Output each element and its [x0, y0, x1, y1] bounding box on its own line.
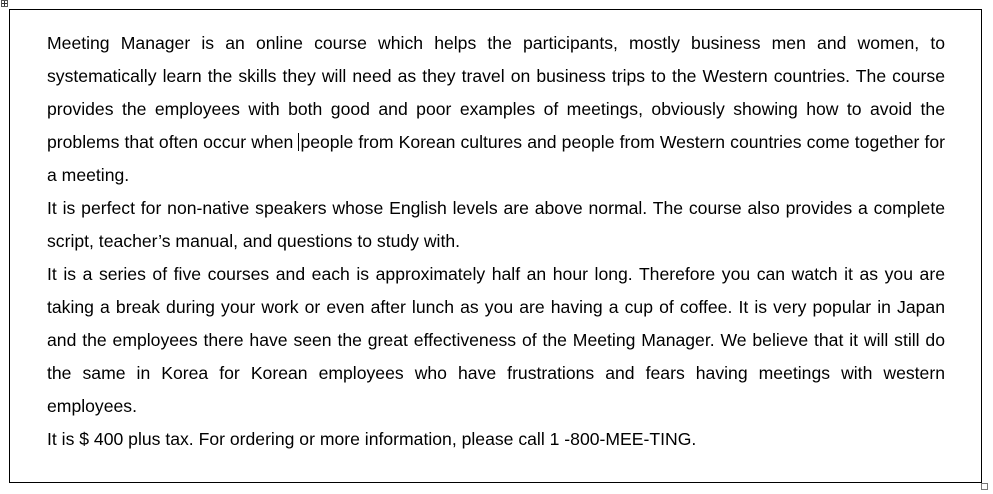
paragraph-3: It is a series of five courses and each is approximately half an hour long. Therefore you can watch it as you are taking a break during your work or even after lunch as you are having a cup of coffee. It is very popular in Japan and the employees there have seen the great effectiveness of the Meeting Manager. We believe that it will still do the same in Korea for Korean employees who have frustrations and fears having meetings with western employees.	[47, 264, 945, 416]
document-body[interactable]	[47, 27, 945, 456]
table-resize-handle-icon[interactable]	[981, 483, 988, 490]
paragraph-1-text-before-caret: Meeting Manager is an online course which helps the participants, mostly business men and women, to systematically learn the skills they will need as they travel on business trips to the Western countries. The course provides the employees with both good and poor examples of meetings, obviously showing how to avoid the problems that often occur when	[47, 33, 945, 152]
paragraph-1	[47, 27, 945, 192]
table-move-handle-icon[interactable]	[1, 0, 8, 7]
paragraph-1-text-after-caret: people from Korean cultures and people from Western countries come together for a meeting.	[47, 132, 945, 185]
paragraph-2: It is perfect for non-native speakers whose English levels are above normal. The course also provides a complete script, teacher’s manual, and questions to study with.	[47, 198, 945, 251]
move-arrows-icon	[2, 1, 7, 6]
paragraph-4: It is $ 400 plus tax. For ordering or more information, please call 1 -800-MEE-TING.	[47, 429, 697, 449]
